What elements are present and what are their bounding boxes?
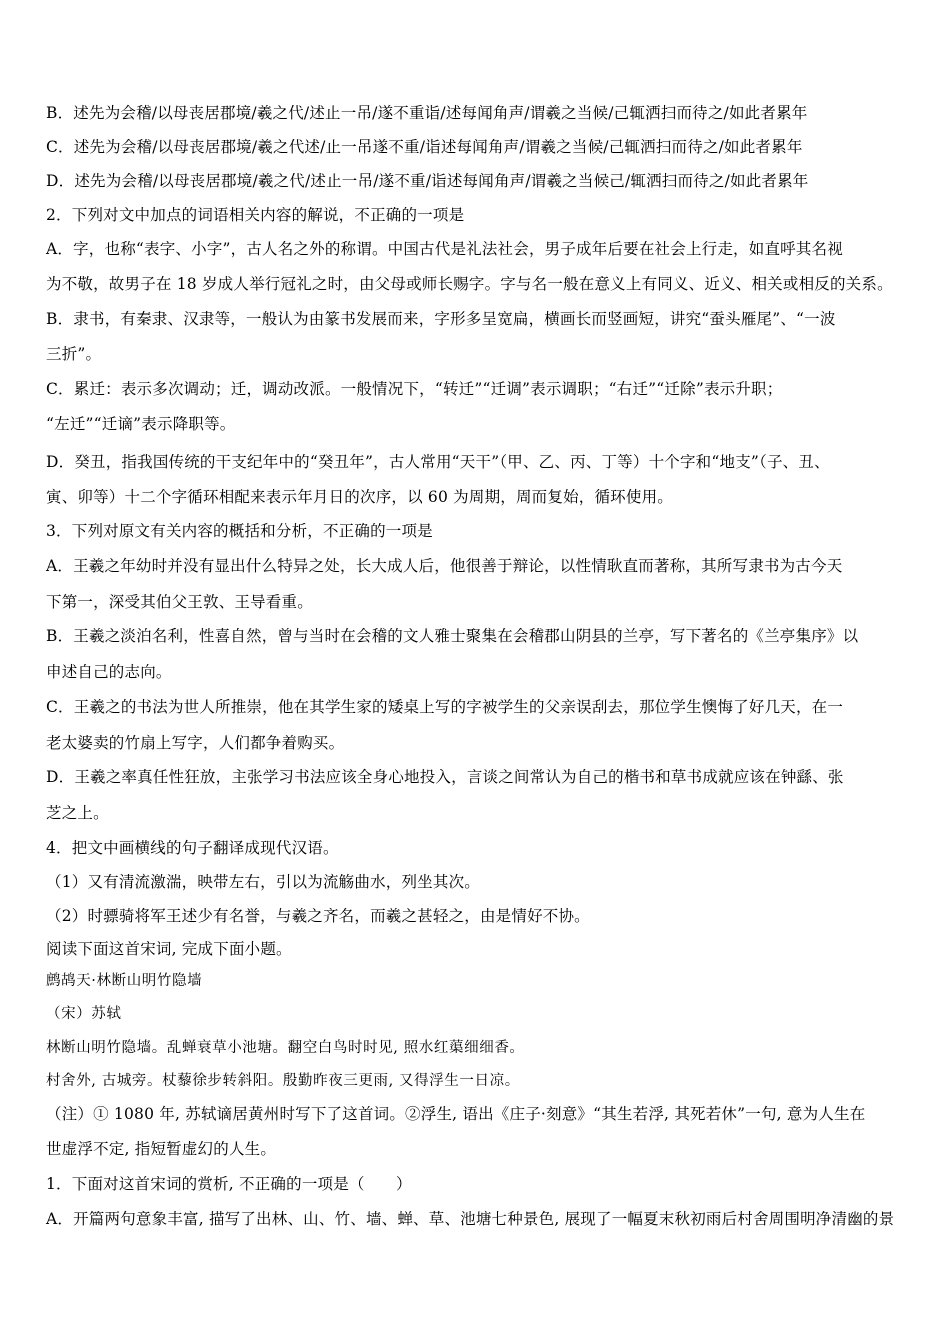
q4-sentence-1: （1）又有清流激湍，映带左右，引以为流觞曲水，列坐其次。 [46,873,480,891]
q2-option-b-line-1: B．隶书，有秦隶、汉隶等，一般认为由篆书发展而来，字形多呈宽扁，横画长而竖画短，讲究“蚕头雁尾”、“一波 [46,310,836,328]
q2-option-d-line-2: 寅、卯等）十二个字循环相配来表示年月日的次序，以 60 为周期，周而复始，循环使用。 [46,488,673,506]
poem-question-1-stem: 1．下面对这首宋词的赏析, 不正确的一项是（ ） [46,1175,412,1193]
option-d-sentence-break: D．述先为会稽/以母丧居郡境/羲之代/述止一吊/遂不重/诣述每闻角声/谓羲之当候己/辄洒扫而待之/如此者累年 [46,172,809,190]
question-2-stem: 2．下列对文中加点的词语相关内容的解说，不正确的一项是 [46,206,465,224]
q4-sentence-2: （2）时骠骑将军王述少有名誉，与羲之齐名，而羲之甚轻之，由是情好不协。 [46,907,590,925]
poem-title: 鹧鸪天·林断山明竹隐墙 [46,973,203,989]
q3-option-d-line-2: 芝之上。 [46,804,109,822]
q2-option-a-line-1: A．字，也称“表字、小字”，古人名之外的称谓。中国古代是礼法社会，男子成年后要在社会上行走，如直呼其名视 [46,240,843,258]
q2-option-d-line-1: D．癸丑，指我国传统的干支纪年中的“癸丑年”，古人常用“天干”（甲、乙、丙、丁等）十个字和“地支”（子、丑、 [46,453,830,471]
poem-reading-instruction: 阅读下面这首宋词, 完成下面小题。 [46,940,292,958]
q3-option-a-line-2: 下第一，深受其伯父王敦、王导看重。 [46,593,313,611]
q3-option-b-line-2: 申述自己的志向。 [46,663,172,681]
poem-note-line-2: 世虚浮不定, 指短暂虚幻的人生。 [46,1140,277,1158]
q3-option-d-line-1: D．王羲之率真任性狂放，主张学习书法应该全身心地投入，言谈之间常认为自己的楷书和草书成就应该在钟繇、张 [46,768,844,786]
q2-option-a-line-2: 为不敬，故男子在 18 岁成人举行冠礼之时，由父母或师长赐字。字与名一般在意义上有同义、近义、相关或相反的关系。 [46,275,893,293]
poem-author: （宋）苏轼 [46,1006,122,1022]
q3-option-b-line-1: B．王羲之淡泊名利，性喜自然，曾与当时在会稽的文人雅士聚集在会稽郡山阴县的兰亭，写下著名的《兰亭集序》以 [46,627,859,645]
poem-note-line-1: （注）① 1080 年, 苏轼谪居黄州时写下了这首词。②浮生, 语出《庄子·刻意》“其生若浮, 其死若休”一句, 意为人生在 [46,1105,866,1123]
q2-option-b-line-2: 三折”。 [46,345,102,363]
q3-option-c-line-1: C．王羲之的书法为世人所推崇，他在其学生家的矮桌上写的字被学生的父亲误刮去，那位学生懊悔了好几天，在一 [46,698,844,716]
option-c-sentence-break: C．述先为会稽/以母丧居郡境/羲之代述/止一吊遂不重/诣述每闻角声/谓羲之当候/己辄洒扫而待之/如此者累年 [46,138,803,156]
poem-q1-option-a: A．开篇两句意象丰富, 描写了出林、山、竹、墙、蝉、草、池塘七种景色, 展现了一幅夏末秋初雨后村舍周围明净清幽的景 [46,1210,895,1228]
question-3-stem: 3．下列对原文有关内容的概括和分析，不正确的一项是 [46,522,433,540]
q3-option-c-line-2: 老太婆卖的竹扇上写字，人们都争着购买。 [46,734,345,752]
q2-option-c-line-1: C．累迁：表示多次调动；迁，调动改派。一般情况下，“转迁”“迁调”表示调职；“右迁”“迁除”表示升职； [46,380,783,398]
question-4-stem: 4．把文中画横线的句子翻译成现代汉语。 [46,839,339,857]
q2-option-c-line-2: “左迁”“迁谪”表示降职等。 [46,415,236,433]
poem-stanza-2: 村舍外, 古城旁。杖藜徐步转斜阳。殷勤昨夜三更雨, 又得浮生一日凉。 [46,1073,520,1089]
option-b-sentence-break: B．述先为会稽/以母丧居郡境/羲之代/述止一吊/遂不重诣/述每闻角声/谓羲之当候/己辄洒扫而待之/如此者累年 [46,104,808,122]
poem-stanza-1: 林断山明竹隐墙。乱蝉衰草小池塘。翻空白鸟时时见, 照水红蕖细细香。 [46,1040,525,1056]
q3-option-a-line-1: A．王羲之年幼时并没有显出什么特异之处，长大成人后，他很善于辩论，以性情耿直而著称，其所写隶书为古今天 [46,557,843,575]
